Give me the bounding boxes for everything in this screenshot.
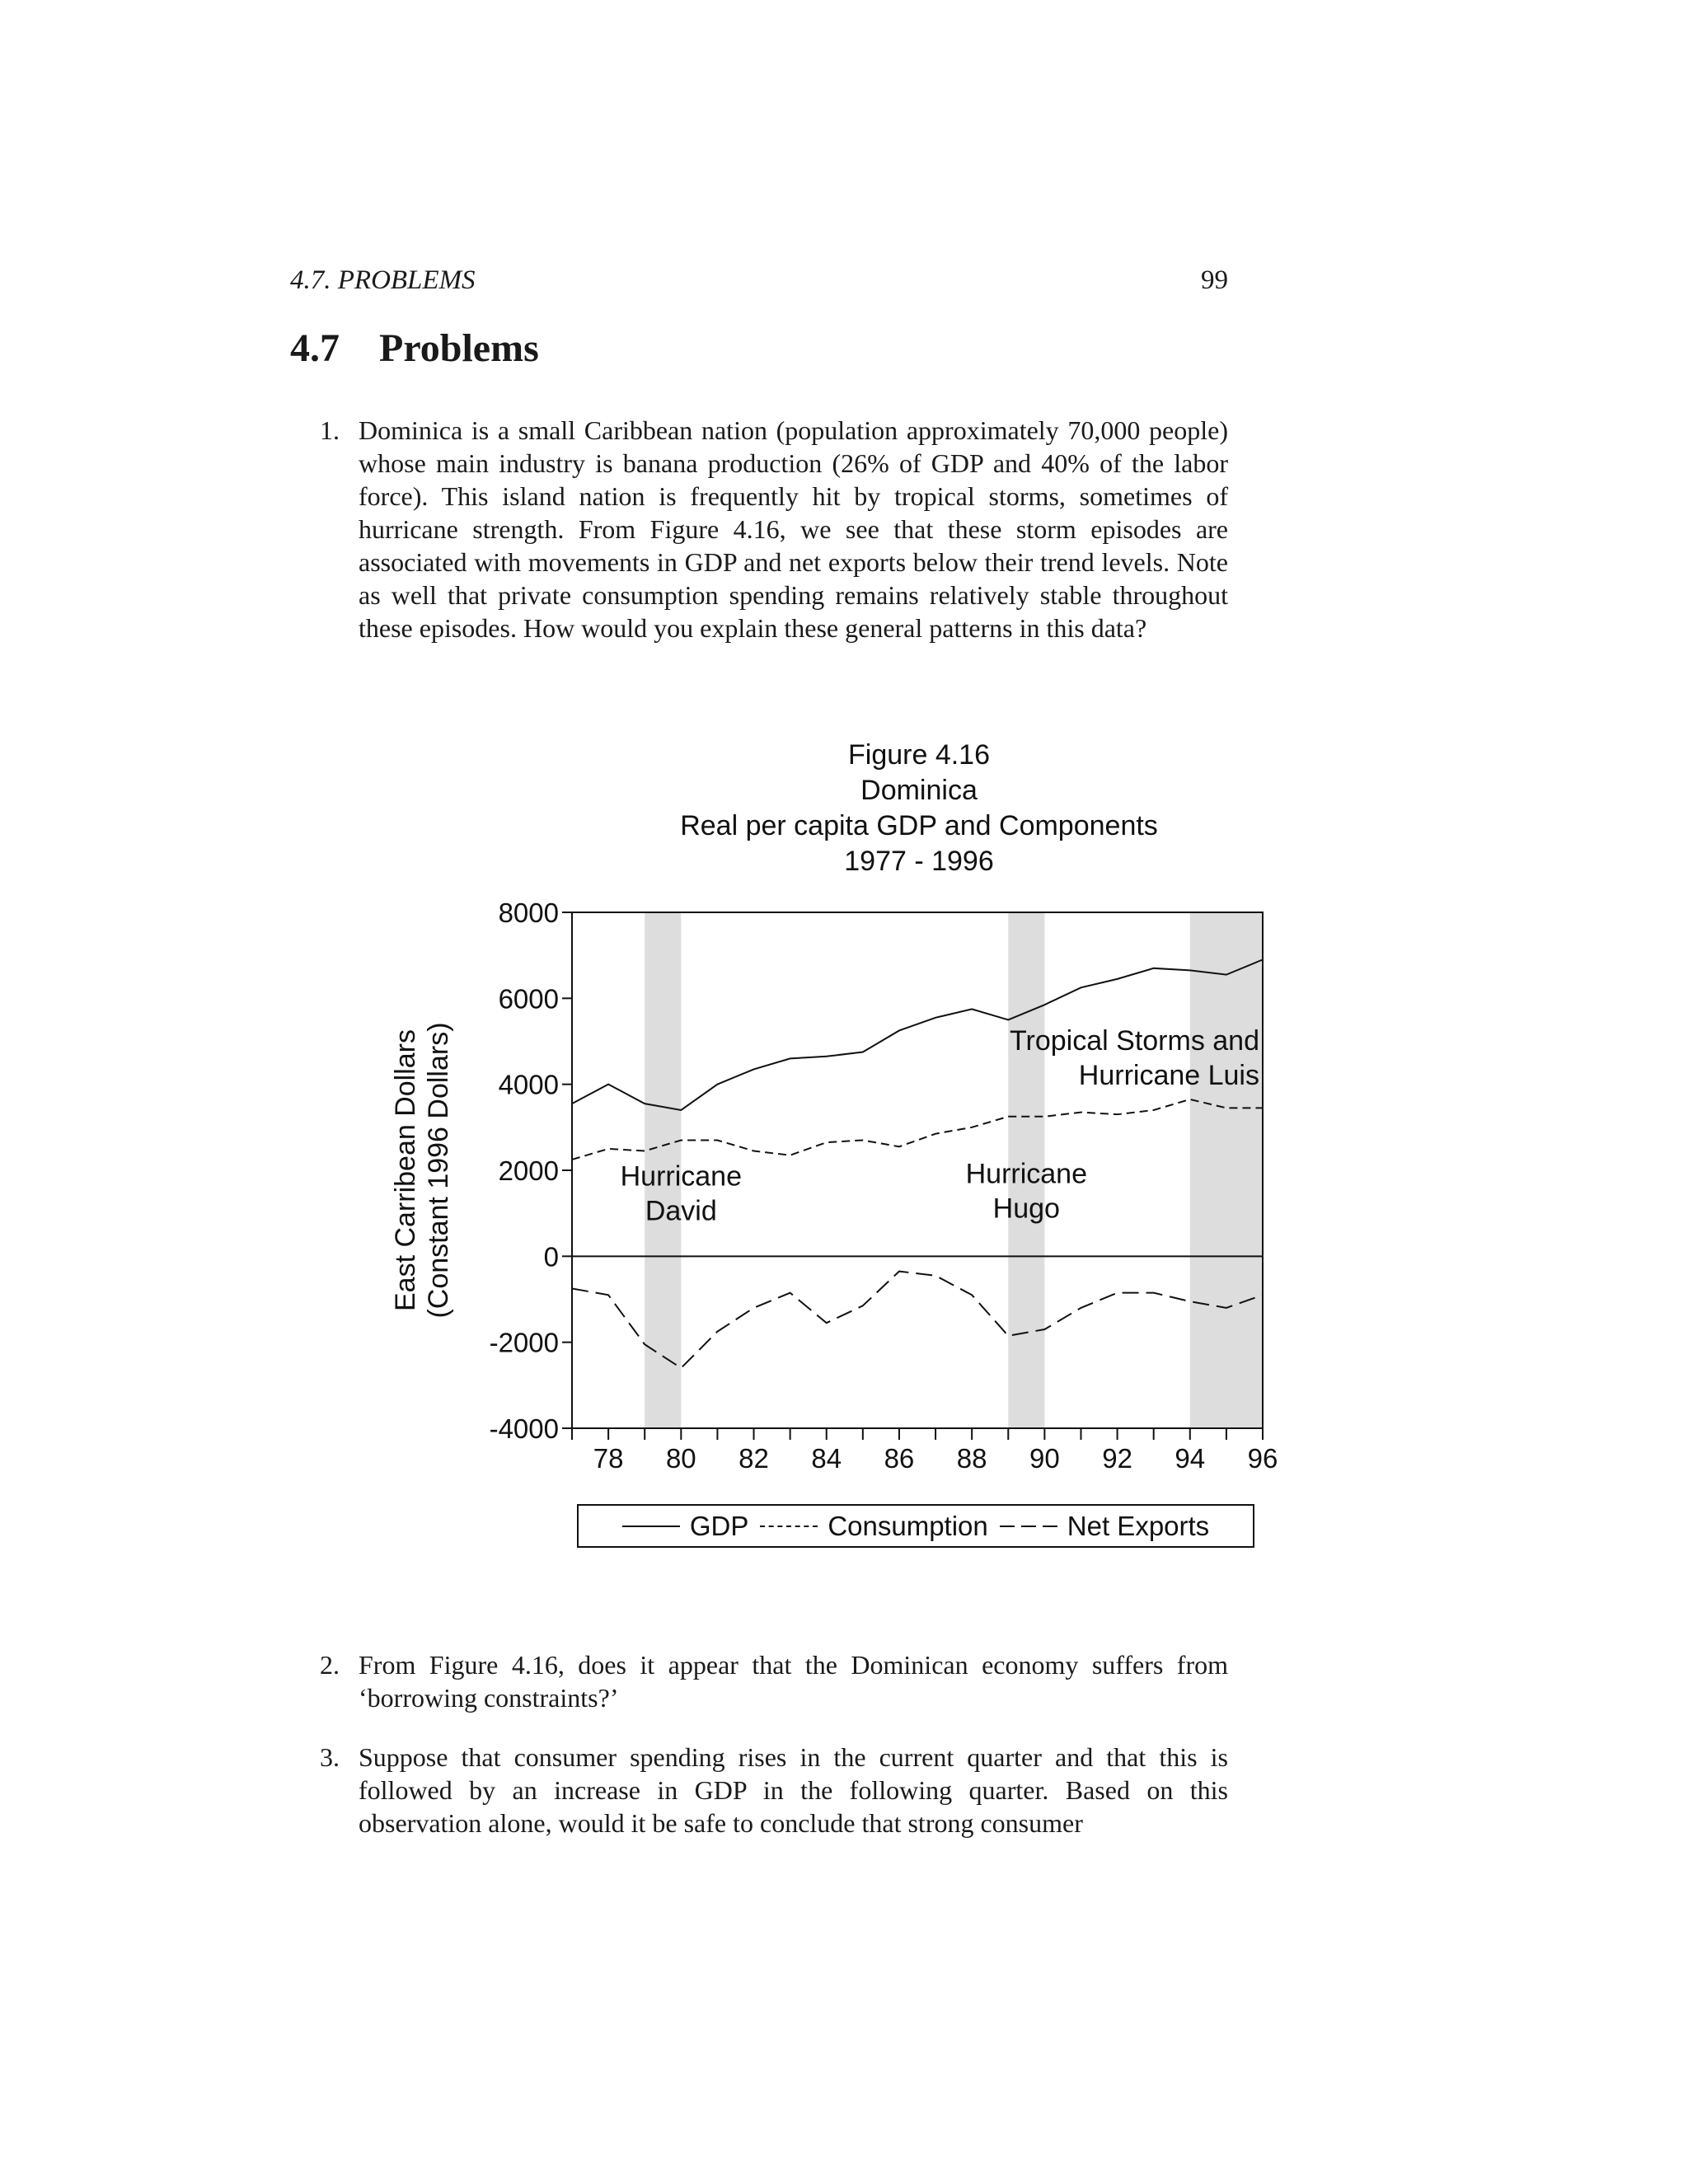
problem-text: Suppose that consumer spending rises in the current quarter and that this is followed by an increase in GDP in the following quarter. Based on this observation alone, would it be safe to conclude that strong consumer bbox=[359, 1742, 1228, 1838]
problem-text: Dominica is a small Caribbean nation (population approximately 70,000 people) whose main industry is banana production (26% of GDP and 40% of the labor force). This island nation is frequently hit by tropical storms, sometimes of hurricane strength. From Figure 4.16, we see that these storm episodes are associated with movements in GDP and net exports below their trend levels. Note as well that private consumption spending remains relatively stable throughout these episodes. How would you explain these general patterns in this data? bbox=[359, 415, 1228, 643]
section-number: 4.7 bbox=[290, 326, 340, 370]
page-number: 99 bbox=[1201, 265, 1228, 295]
x-tick-label: 94 bbox=[1175, 1443, 1206, 1474]
x-tick-label: 88 bbox=[956, 1443, 987, 1474]
problem-2 bbox=[320, 1648, 1228, 1714]
legend-label: Net Exports bbox=[1067, 1510, 1210, 1541]
chart-annotation: Hurricane Luis bbox=[1078, 1059, 1259, 1091]
y-tick-label: 0 bbox=[543, 1241, 559, 1272]
chart-annotation: David bbox=[645, 1195, 717, 1227]
figure-title-line: Real per capita GDP and Components bbox=[680, 810, 1158, 841]
chart-annotation: Tropical Storms and bbox=[1010, 1024, 1259, 1057]
chart-annotation: Hugo bbox=[992, 1193, 1060, 1225]
legend-item-net-exports bbox=[1000, 1511, 1209, 1542]
problem-number: 1. bbox=[320, 415, 340, 445]
y-tick-label: 4000 bbox=[498, 1069, 559, 1100]
x-tick-label: 90 bbox=[1029, 1443, 1060, 1474]
x-tick-label: 86 bbox=[884, 1443, 915, 1474]
legend-label: GDP bbox=[689, 1510, 749, 1541]
section-title: Problems bbox=[379, 326, 539, 370]
legend-item-gdp bbox=[622, 1511, 749, 1542]
legend-short-dash-icon bbox=[760, 1526, 818, 1527]
shaded-period bbox=[1190, 912, 1263, 1428]
legend-item-consumption bbox=[760, 1511, 987, 1542]
y-tick-label: 8000 bbox=[498, 898, 559, 928]
y-tick-label: 2000 bbox=[498, 1155, 559, 1186]
problem-number: 3. bbox=[320, 1742, 340, 1772]
x-tick-label: 80 bbox=[665, 1443, 696, 1474]
x-tick-label: 78 bbox=[593, 1443, 624, 1474]
legend-label: Consumption bbox=[828, 1510, 988, 1541]
x-tick-label: 82 bbox=[738, 1443, 769, 1474]
problem-3 bbox=[320, 1741, 1228, 1840]
chart-legend bbox=[577, 1504, 1254, 1548]
chart-annotation: Hurricane bbox=[620, 1160, 743, 1193]
y-axis-label-line: (Constant 1996 Dollars) bbox=[423, 1022, 454, 1319]
y-tick-label: -2000 bbox=[489, 1327, 559, 1358]
y-axis-label-line: East Carribean Dollars bbox=[390, 1029, 421, 1312]
problem-text: From Figure 4.16, does it appear that the Dominican economy suffers from ‘borrowing constraints?’ bbox=[359, 1650, 1228, 1713]
y-tick-label: -4000 bbox=[489, 1413, 559, 1444]
y-tick-label: 6000 bbox=[498, 983, 559, 1015]
x-tick-label: 84 bbox=[811, 1443, 842, 1474]
problem-number: 2. bbox=[320, 1650, 340, 1680]
figure-title-line: Dominica bbox=[860, 775, 978, 806]
x-tick-label: 92 bbox=[1102, 1443, 1132, 1474]
legend-long-dash-icon bbox=[1000, 1524, 1057, 1529]
x-tick-label: 96 bbox=[1247, 1443, 1278, 1474]
figure-title-line: 1977 - 1996 bbox=[844, 846, 994, 877]
legend-solid-line-icon bbox=[622, 1526, 680, 1527]
running-title: 4.7. PROBLEMS bbox=[290, 265, 476, 295]
figure-title-line: Figure 4.16 bbox=[848, 739, 990, 771]
chart-annotation: Hurricane bbox=[965, 1158, 1088, 1190]
